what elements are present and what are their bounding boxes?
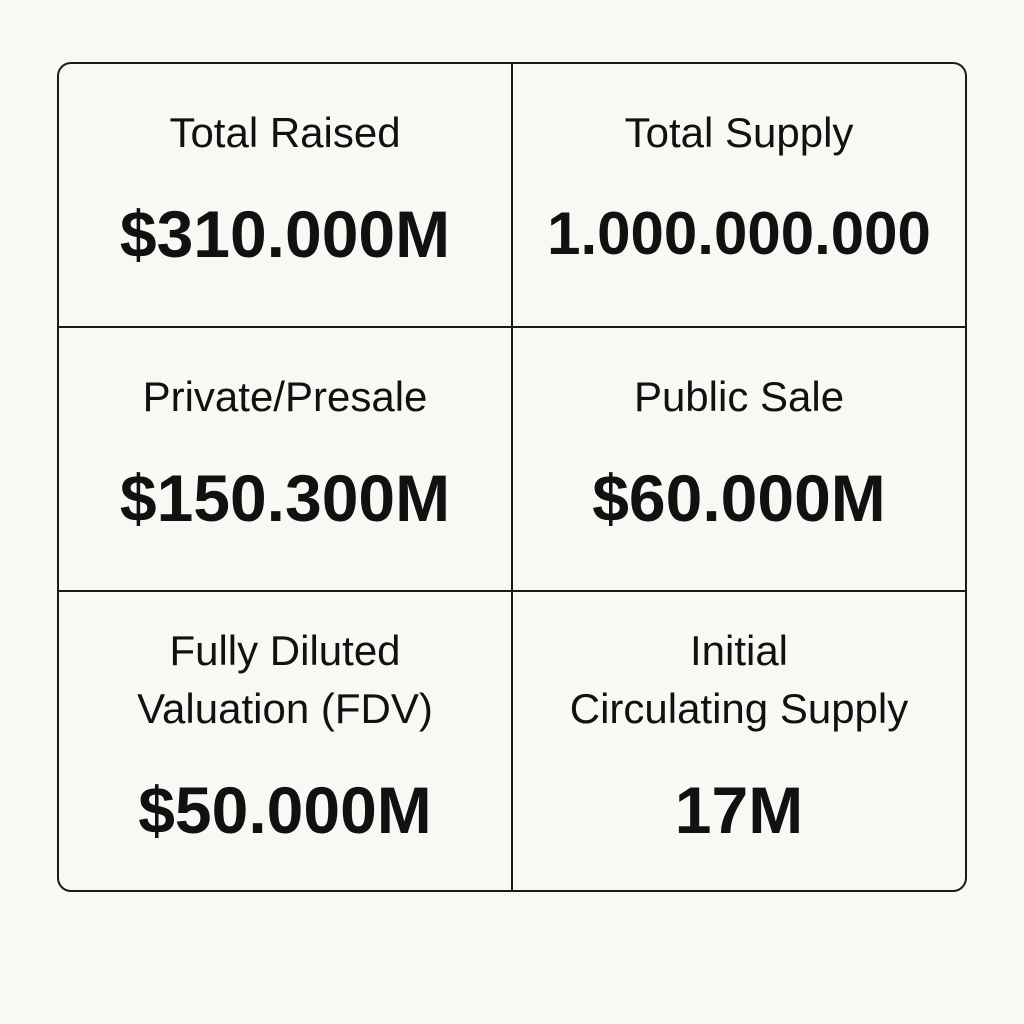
private-presale-label: Private/Presale <box>142 373 428 420</box>
total-raised-value: $310.000M <box>119 197 451 271</box>
metrics-grid <box>59 64 965 890</box>
total-supply-label: Total Supply <box>624 109 854 156</box>
public-sale-label: Public Sale <box>633 373 845 420</box>
total-supply-tile <box>513 64 965 328</box>
initial-circulating-supply-tile <box>513 592 965 890</box>
total-raised-label: Total Raised <box>169 109 401 156</box>
total-supply-value: 1.000.000.000 <box>547 200 931 267</box>
token-metrics-card <box>57 62 967 892</box>
initial-circulating-supply-label: Initial Circulating Supply <box>569 627 909 732</box>
public-sale-tile <box>513 328 965 592</box>
public-sale-value: $60.000M <box>592 461 886 535</box>
fdv-value: $50.000M <box>138 773 432 847</box>
initial-circulating-supply-value: 17M <box>674 773 804 847</box>
total-raised-tile <box>59 64 513 328</box>
fdv-label: Fully Diluted Valuation (FDV) <box>137 627 433 732</box>
private-presale-value: $150.300M <box>119 461 451 535</box>
fdv-tile <box>59 592 513 890</box>
private-presale-tile <box>59 328 513 592</box>
